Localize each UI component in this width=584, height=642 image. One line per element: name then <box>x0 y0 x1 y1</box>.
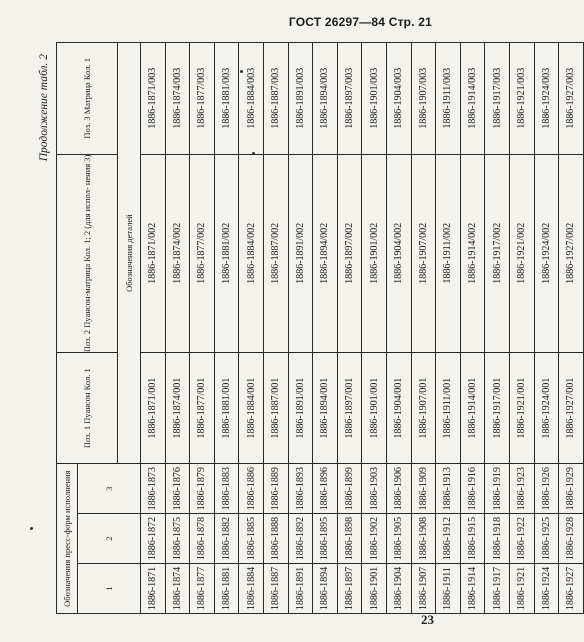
table-cell: 1886-1917 <box>485 564 510 614</box>
table-cell: 1886-1911/002 <box>436 154 461 352</box>
table-cell: 1886-1923 <box>509 464 534 514</box>
parts-table <box>56 42 584 614</box>
table-cell: 1886-1891/003 <box>288 43 313 155</box>
table-cell: 1886-1889 <box>263 464 288 514</box>
table-cell: 1886-1894/003 <box>313 43 338 155</box>
table-cell: 1886-1901/001 <box>362 353 387 464</box>
table-cell: 1886-1891/002 <box>288 154 313 352</box>
table-row <box>313 43 338 614</box>
table-cell: 1886-1884/001 <box>239 353 264 464</box>
table-cell: 1886-1907/003 <box>411 43 436 155</box>
table-cell: 1886-1921/002 <box>509 154 534 352</box>
table-cell: 1886-1881/003 <box>214 43 239 155</box>
table-cell: 1886-1907/001 <box>411 353 436 464</box>
table-cell: 1886-1921/001 <box>509 353 534 464</box>
table-cell: 1886-1894/001 <box>313 353 338 464</box>
table-cell: 1886-1874/003 <box>165 43 190 155</box>
table-row <box>436 43 461 614</box>
table-cell: 1886-1916 <box>460 464 485 514</box>
table-cell: 1886-1876 <box>165 464 190 514</box>
table-row <box>411 43 436 614</box>
scan-speck <box>30 527 33 530</box>
table-cell: 1886-1874 <box>165 564 190 614</box>
table-cell: 1886-1929 <box>559 464 584 514</box>
table-cell: 1886-1873 <box>141 464 166 514</box>
table-cell: 1886-1914/003 <box>460 43 485 155</box>
group-column-header: 3 <box>78 464 141 514</box>
table-cell: 1886-1872 <box>141 514 166 564</box>
table-cell: 1886-1892 <box>288 514 313 564</box>
table-cell: 1886-1877/003 <box>190 43 215 155</box>
table-row <box>509 43 534 614</box>
table-cell: 1886-1894/002 <box>313 154 338 352</box>
table-cell: 1886-1924 <box>534 564 559 614</box>
table-row <box>386 43 411 614</box>
table-cell: 1886-1904/003 <box>386 43 411 155</box>
table-cell: 1886-1917/003 <box>485 43 510 155</box>
table-cell: 1886-1898 <box>337 514 362 564</box>
table-cell: 1886-1913 <box>436 464 461 514</box>
table-cell: 1886-1887/002 <box>263 154 288 352</box>
table-cell: 1886-1928 <box>559 514 584 564</box>
table-cell: 1886-1878 <box>190 514 215 564</box>
group-header: Обозначения пресс-форм исполнения <box>57 464 78 614</box>
table-cell: 1886-1881 <box>214 564 239 614</box>
table-row <box>263 43 288 614</box>
table-cell: 1886-1899 <box>337 464 362 514</box>
table-cell: 1886-1924/001 <box>534 353 559 464</box>
table-cell: 1886-1906 <box>386 464 411 514</box>
table-cell: 1886-1881/002 <box>214 154 239 352</box>
rotated-content <box>38 42 577 614</box>
table-cell: 1886-1912 <box>436 514 461 564</box>
table-cell: 1886-1884/003 <box>239 43 264 155</box>
table-cell: 1886-1907/002 <box>411 154 436 352</box>
table-cell: 1886-1887/003 <box>263 43 288 155</box>
table-cell: 1886-1877 <box>190 564 215 614</box>
table-cell: 1886-1901/002 <box>362 154 387 352</box>
table-cell: 1886-1905 <box>386 514 411 564</box>
table-cell: 1886-1897/003 <box>337 43 362 155</box>
table-cell: 1886-1879 <box>190 464 215 514</box>
table-cell: 1886-1896 <box>313 464 338 514</box>
table-cell: 1886-1909 <box>411 464 436 514</box>
table-cell: 1886-1884/002 <box>239 154 264 352</box>
table-cell: 1886-1927/001 <box>559 353 584 464</box>
table-cell: 1886-1904 <box>386 564 411 614</box>
table-cell: 1886-1891 <box>288 564 313 614</box>
table-cell: 1886-1881/001 <box>214 353 239 464</box>
table-cell: 1886-1904/001 <box>386 353 411 464</box>
table-cell: 1886-1871 <box>141 564 166 614</box>
table-row <box>214 43 239 614</box>
table-cell: 1886-1911 <box>436 564 461 614</box>
part-column-header: Поз. 2 Пуансон-матрица Кол. 1; 2 (для испол- нения 3) <box>57 154 118 352</box>
table-cell: 1886-1901 <box>362 564 387 614</box>
table-cell: 1886-1927/003 <box>559 43 584 155</box>
table-cell: 1886-1925 <box>534 514 559 564</box>
table-cell: 1886-1921/003 <box>509 43 534 155</box>
table-row <box>190 43 215 614</box>
parts-header: Обозначения деталей <box>118 43 141 464</box>
table-cell: 1886-1887/001 <box>263 353 288 464</box>
table-cell: 1886-1908 <box>411 514 436 564</box>
table-cell: 1886-1901/003 <box>362 43 387 155</box>
table-row <box>559 43 584 614</box>
table-body <box>141 43 584 614</box>
page-number: 23 <box>421 612 434 627</box>
table-cell: 1886-1887 <box>263 564 288 614</box>
table-cell: 1886-1914 <box>460 564 485 614</box>
table-cell: 1886-1871/001 <box>141 353 166 464</box>
table-cell: 1886-1926 <box>534 464 559 514</box>
table-cell: 1886-1897 <box>337 564 362 614</box>
table-cell: 1886-1888 <box>263 514 288 564</box>
table-cell: 1886-1903 <box>362 464 387 514</box>
table-cell: 1886-1918 <box>485 514 510 564</box>
table-cell: 1886-1927/002 <box>559 154 584 352</box>
table-cell: 1886-1922 <box>509 514 534 564</box>
table-cell: 1886-1886 <box>239 464 264 514</box>
table-cell: 1886-1877/002 <box>190 154 215 352</box>
table-row <box>288 43 313 614</box>
table-cell: 1886-1875 <box>165 514 190 564</box>
table-cell: 1886-1895 <box>313 514 338 564</box>
table-cell: 1886-1914/001 <box>460 353 485 464</box>
page-header: ГОСТ 26297—84 Стр. 21 <box>288 15 432 29</box>
table-cell: 1886-1904/002 <box>386 154 411 352</box>
table-cell: 1886-1884 <box>239 564 264 614</box>
table-cell: 1886-1877/001 <box>190 353 215 464</box>
table-row <box>485 43 510 614</box>
table-cell: 1886-1917/002 <box>485 154 510 352</box>
table-cell: 1886-1902 <box>362 514 387 564</box>
table-cell: 1886-1917/001 <box>485 353 510 464</box>
table-row <box>165 43 190 614</box>
table-cell: 1886-1914/002 <box>460 154 485 352</box>
table-cell: 1886-1897/002 <box>337 154 362 352</box>
table-cell: 1886-1883 <box>214 464 239 514</box>
table-row <box>337 43 362 614</box>
table-row <box>460 43 485 614</box>
table-cell: 1886-1911/003 <box>436 43 461 155</box>
table-cell: 1886-1915 <box>460 514 485 564</box>
table-row <box>239 43 264 614</box>
table-cell: 1886-1894 <box>313 564 338 614</box>
part-column-header: Поз. 3 Матрица Кол. 1 <box>57 43 118 155</box>
table-cell: 1886-1924/002 <box>534 154 559 352</box>
table-continuation-label: Продолжение табл. 2 <box>38 54 50 162</box>
table-cell: 1886-1874/002 <box>165 154 190 352</box>
table-cell: 1886-1874/001 <box>165 353 190 464</box>
table-row <box>534 43 559 614</box>
table-cell: 1886-1924/003 <box>534 43 559 155</box>
table-cell: 1886-1907 <box>411 564 436 614</box>
table-cell: 1886-1897/001 <box>337 353 362 464</box>
table-cell: 1886-1919 <box>485 464 510 514</box>
table-row <box>362 43 387 614</box>
table-row <box>141 43 166 614</box>
table-cell: 1886-1891/001 <box>288 353 313 464</box>
table-cell: 1886-1921 <box>509 564 534 614</box>
table-cell: 1886-1911/001 <box>436 353 461 464</box>
group-column-header: 1 <box>78 564 141 614</box>
rotated-table-area <box>38 42 577 614</box>
group-column-header: 2 <box>78 514 141 564</box>
table-cell: 1886-1885 <box>239 514 264 564</box>
table-cell: 1886-1871/003 <box>141 43 166 155</box>
table-cell: 1886-1871/002 <box>141 154 166 352</box>
table-cell: 1886-1882 <box>214 514 239 564</box>
part-column-header: Поз. 1 Пуансон Кол. 1 <box>57 353 118 464</box>
table-cell: 1886-1927 <box>559 564 584 614</box>
table-cell: 1886-1893 <box>288 464 313 514</box>
